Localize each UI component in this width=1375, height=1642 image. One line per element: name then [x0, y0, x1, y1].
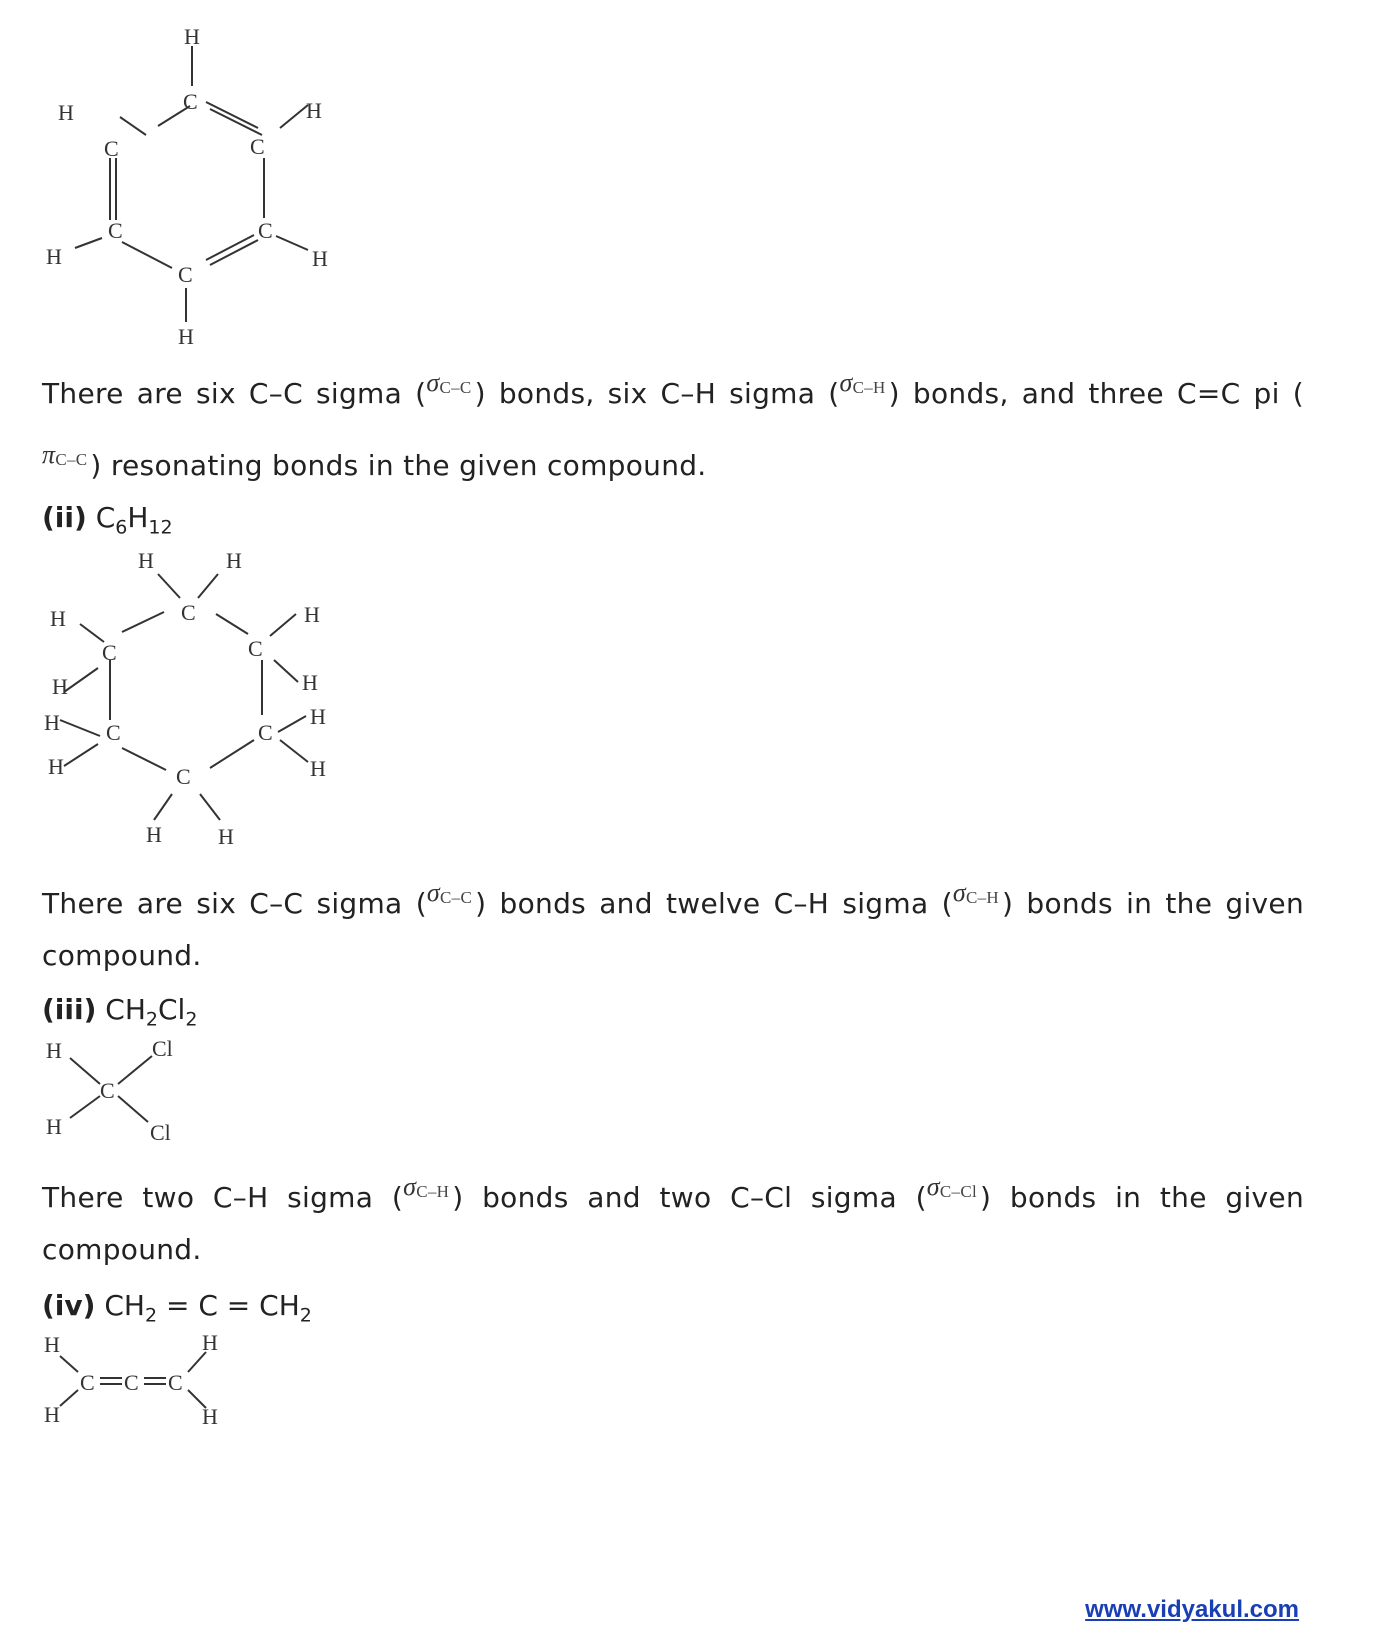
svg-text:C: C	[80, 1370, 95, 1395]
svg-text:C: C	[168, 1370, 183, 1395]
svg-text:C: C	[176, 764, 191, 789]
svg-text:H: H	[46, 1038, 62, 1063]
paragraph-cyclohexane-bonds-cont	[42, 930, 1304, 982]
paragraph-benzene-bonds-cont	[42, 440, 1304, 496]
svg-text:C: C	[124, 1370, 139, 1395]
atom-label: H	[46, 244, 62, 269]
formula	[95, 501, 173, 539]
text-run: ) bonds in the given	[980, 1181, 1304, 1214]
formula-part: CH	[104, 1289, 145, 1322]
text-run: There are six C–C sigma (	[42, 377, 427, 410]
atom-label: C	[104, 136, 119, 161]
sigma-symbol: σ	[952, 878, 966, 907]
formula-subscript: 2	[144, 1304, 158, 1327]
formula	[105, 993, 198, 1031]
website-link[interactable]: www.vidyakul.com	[1085, 1596, 1299, 1623]
cyclohexane-structure	[40, 540, 400, 860]
svg-text:H: H	[46, 1114, 62, 1139]
svg-text:H: H	[50, 606, 66, 631]
sigma-symbol: σ	[426, 878, 441, 907]
sigma-subscript: C–Cl	[939, 1182, 978, 1201]
atom-label: C	[178, 262, 193, 287]
formula-subscript: 12	[148, 516, 173, 539]
text-run: ) bonds, six C–H sigma (	[474, 377, 840, 410]
svg-text:H: H	[226, 548, 242, 573]
formula-subscript: 2	[185, 1008, 198, 1031]
sigma-symbol: σ	[403, 1172, 417, 1201]
svg-text:C: C	[100, 1078, 115, 1103]
svg-text:H: H	[146, 822, 162, 847]
paragraph-benzene-bonds	[42, 368, 1304, 424]
svg-text:C: C	[106, 720, 121, 745]
atom-label: C	[108, 218, 123, 243]
svg-text:H: H	[310, 704, 326, 729]
atom-label: C	[250, 134, 265, 159]
svg-text:H: H	[138, 548, 154, 573]
sigma-subscript: C–C	[440, 888, 473, 907]
text-run: compound.	[42, 939, 202, 972]
paragraph-dichloromethane-bonds-cont	[42, 1224, 1304, 1276]
text-run: There two C–H sigma (	[42, 1181, 404, 1214]
sigma-symbol: σ	[926, 1172, 940, 1201]
sigma-symbol: σ	[426, 368, 440, 397]
formula-part: Cl	[158, 993, 186, 1026]
benzene-structure	[40, 10, 400, 360]
svg-text:H: H	[304, 602, 320, 627]
formula-subscript: 6	[115, 516, 128, 539]
svg-text:H: H	[48, 754, 64, 779]
dichloromethane-structure	[40, 1034, 240, 1154]
text-run: ) bonds, and three C=C pi (	[888, 377, 1304, 410]
sigma-subscript: C–H	[416, 1182, 450, 1201]
text-run: There are six C–C sigma (	[42, 887, 427, 920]
heading-part-iii	[42, 990, 197, 1040]
svg-text:H: H	[218, 824, 234, 849]
paragraph-dichloromethane-bonds	[42, 1172, 1304, 1228]
svg-text:Cl: Cl	[150, 1120, 171, 1145]
text-run: ) bonds in the given	[1001, 887, 1304, 920]
pi-symbol: π	[42, 440, 56, 469]
text-run: ) resonating bonds in the given compound.	[90, 449, 707, 482]
atom-label: H	[184, 24, 200, 49]
formula-part: = C =	[157, 1289, 260, 1322]
paragraph-cyclohexane-bonds	[42, 878, 1304, 934]
svg-text:C: C	[258, 720, 273, 745]
svg-text:C: C	[181, 600, 196, 625]
formula-subscript: 2	[145, 1008, 158, 1031]
sigma-subscript: C–C	[439, 378, 472, 397]
formula-part: C	[95, 501, 116, 534]
part-label: (ii)	[42, 501, 87, 534]
svg-text:H: H	[44, 1402, 60, 1427]
svg-text:C: C	[248, 636, 263, 661]
svg-text:H: H	[44, 710, 60, 735]
part-label: (iv)	[42, 1289, 96, 1322]
svg-text:H: H	[302, 670, 318, 695]
formula-part: H	[127, 501, 149, 534]
formula-part: CH	[105, 993, 146, 1026]
atom-label: C	[183, 89, 198, 114]
formula	[104, 1289, 312, 1327]
svg-text:H: H	[52, 674, 68, 699]
atom-label: H	[178, 324, 194, 349]
atom-label: H	[312, 246, 328, 271]
sigma-subscript: C–H	[965, 888, 999, 907]
svg-text:Cl: Cl	[152, 1036, 173, 1061]
svg-text:H: H	[310, 756, 326, 781]
svg-text:H: H	[202, 1404, 218, 1429]
part-label: (iii)	[42, 993, 97, 1026]
sigma-symbol: σ	[839, 368, 853, 397]
svg-text:H: H	[44, 1332, 60, 1357]
formula-subscript: 2	[299, 1304, 312, 1327]
svg-text:H: H	[202, 1330, 218, 1355]
atom-label: C	[258, 218, 273, 243]
pi-subscript: C–C	[55, 450, 88, 469]
formula-part: CH	[259, 1289, 300, 1322]
svg-text:C: C	[102, 640, 117, 665]
allene-structure	[40, 1328, 260, 1438]
text-run: ) bonds and twelve C–H sigma (	[475, 887, 953, 920]
text-run: compound.	[42, 1233, 202, 1266]
atom-label: H	[306, 98, 322, 123]
sigma-subscript: C–H	[852, 378, 886, 397]
text-run: ) bonds and two C–Cl sigma (	[452, 1181, 927, 1214]
atom-label: H	[58, 100, 74, 125]
